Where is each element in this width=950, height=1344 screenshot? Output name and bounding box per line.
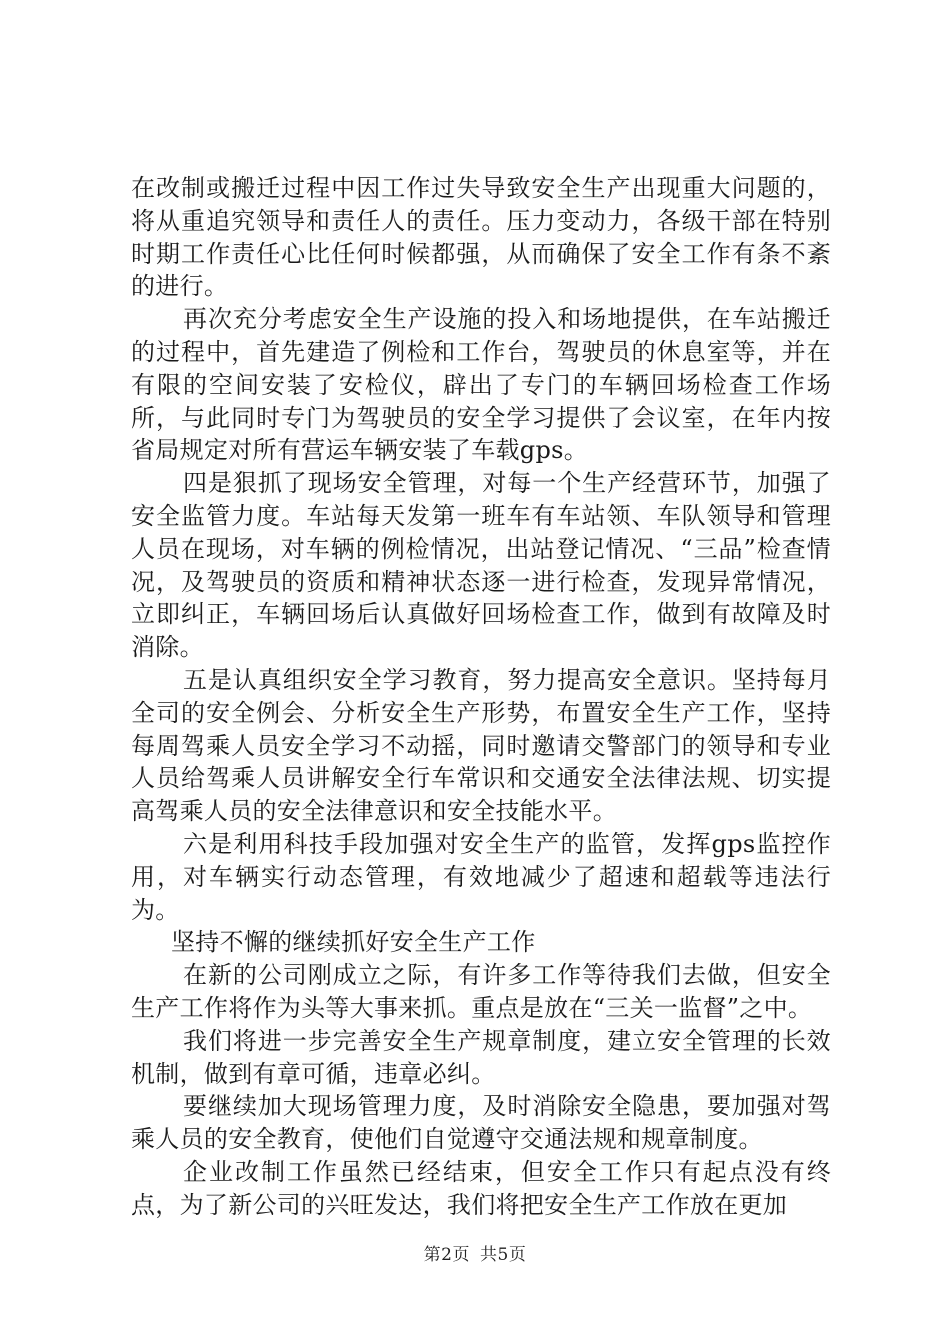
document-body <box>131 172 831 1222</box>
paragraph-continuation: 在改制或搬迁过程中因工作过失导致安全生产出现重大问题的，将从重追究领导和责任人的责任。压力变动力，各级干部在特别时期工作责任心比任何时候都强，从而确保了安全工作有条不紊的进行。 <box>131 174 831 301</box>
paragraph-point-six: 六是利用科技手段加强对安全生产的监管，发挥gps监控作用，对车辆实行动态管理，有效地减少了超速和超载等违法行为。 <box>131 829 831 924</box>
paragraph-regulations: 我们将进一步完善安全生产规章制度，建立安全管理的长效机制，做到有章可循，违章必纠。 <box>131 1026 831 1088</box>
paragraph-conclusion: 企业改制工作虽然已经结束，但安全工作只有起点没有终点，为了新公司的兴旺发达，我们将把安全生产工作放在更加 <box>131 1157 831 1219</box>
section-heading: 坚持不懈的继续抓好安全生产工作 <box>171 928 536 957</box>
page-footer <box>0 1240 950 1265</box>
paragraph-point-five: 五是认真组织安全学习教育，努力提高安全意识。坚持每月全司的安全例会、分析安全生产形势，布置安全生产工作，坚持每周驾乘人员安全学习不动摇，同时邀请交警部门的领导和专业人员给驾乘人员讲解安全行车常识和交通安全法律法规、切实提高驾乘人员的安全法律意识和安全技能水平。 <box>131 665 831 826</box>
paragraph-facilities: 再次充分考虑安全生产设施的投入和场地提供，在车站搬迁的过程中，首先建造了例检和工作台，驾驶员的休息室等，并在有限的空间安装了安检仪，辟出了专门的车辆回场检查工作场所，与此同时专门为驾驶员的安全学习提供了会议室，在年内按省局规定对所有营运车辆安装了车载gps。 <box>131 305 831 465</box>
paragraph-site-management: 要继续加大现场管理力度，及时消除安全隐患，要加强对驾乘人员的安全教育，使他们自觉遵守交通法规和规章制度。 <box>131 1092 831 1154</box>
paragraph-new-company: 在新的公司刚成立之际，有许多工作等待我们去做，但安全生产工作将作为头等大事来抓。重点是放在“三关一监督”之中。 <box>131 961 831 1022</box>
page-number: 第2页 <box>423 1245 470 1265</box>
paragraph-point-four: 四是狠抓了现场安全管理，对每一个生产经营环节，加强了安全监管力度。车站每天发第一班车有车站领、车队领导和管理人员在现场，对车辆的例检情况，出站登记情况、“三品”检查情况，及驾驶员的资质和精神状态逐一进行检查，发现异常情况，立即纠正，车辆回场后认真做好回场检查工作，做到有故障及时消除。 <box>131 469 831 662</box>
page-total: 共5页 <box>480 1245 527 1265</box>
